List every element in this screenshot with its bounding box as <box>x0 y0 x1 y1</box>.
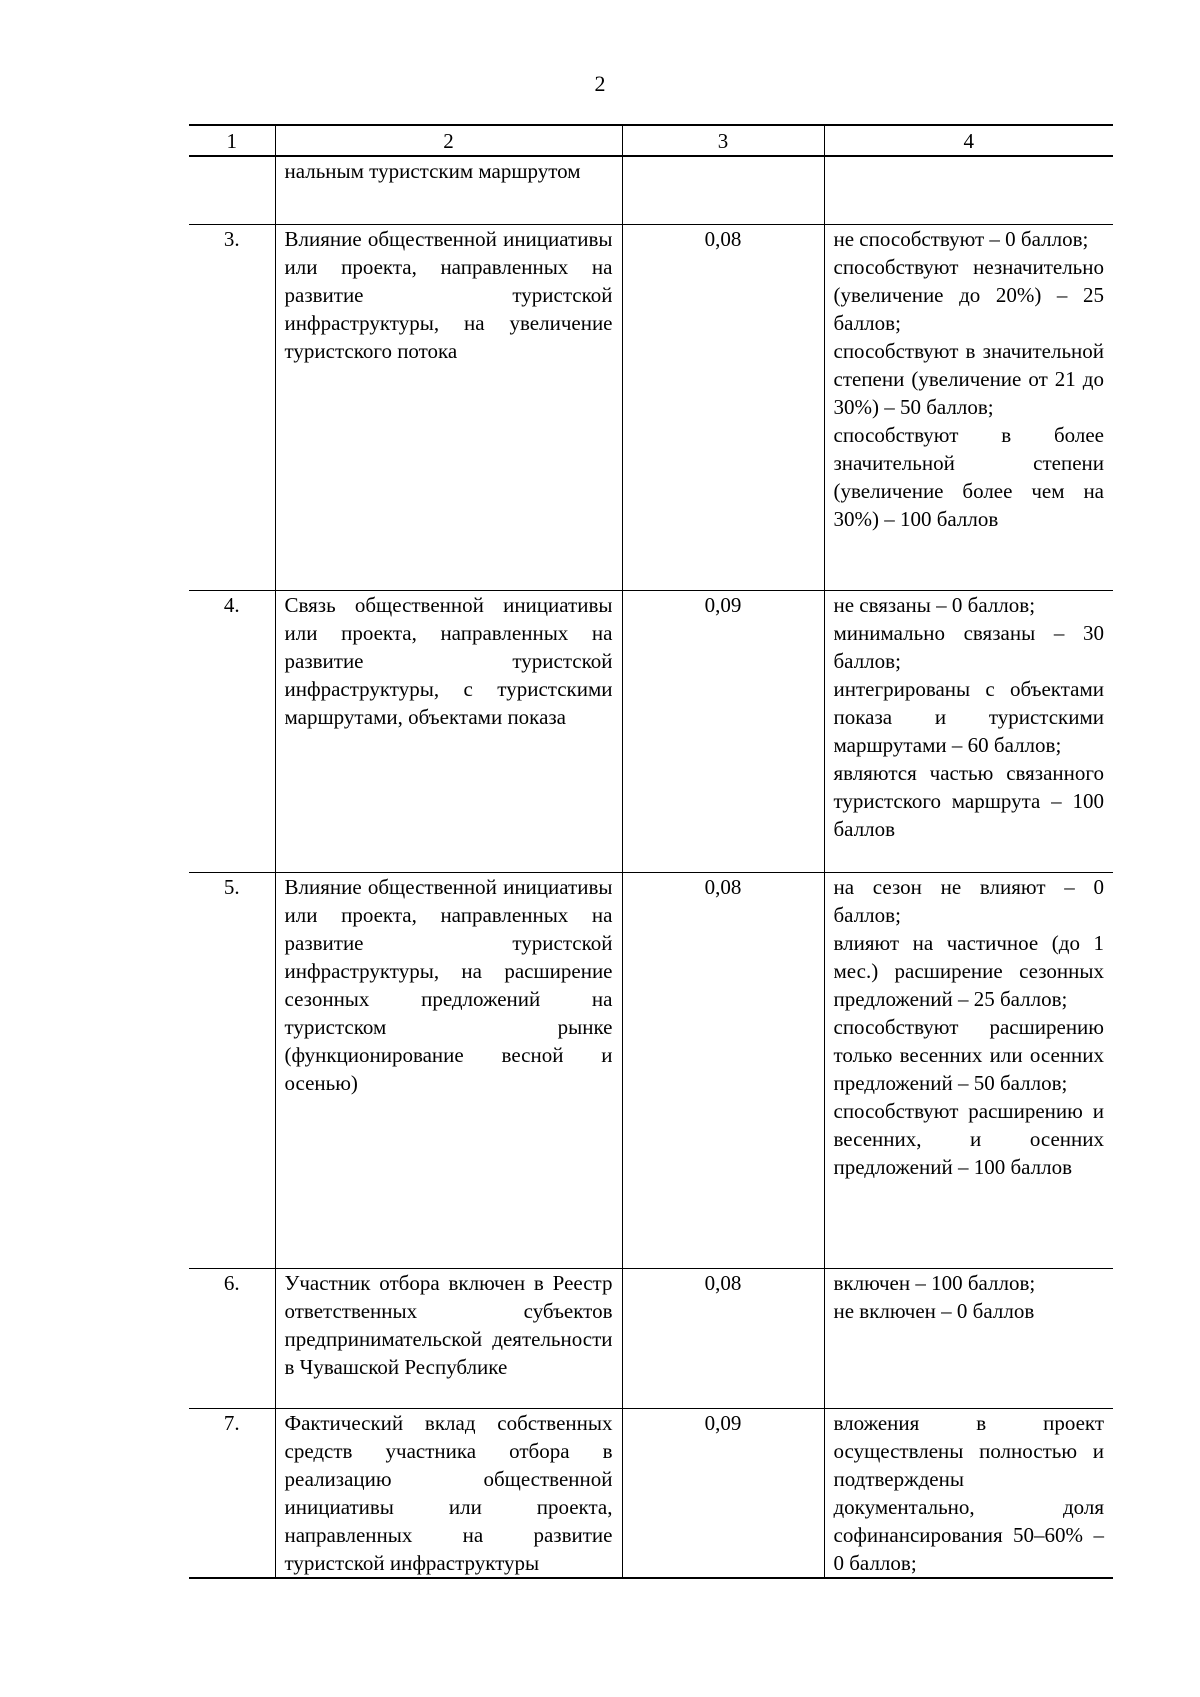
header-col-4: 4 <box>824 125 1113 156</box>
scoring-line: способствуют незначительно (увеличение до 20%) – 25 баллов; <box>833 254 1104 335</box>
scoring-line: включен – 100 баллов; <box>833 1270 1036 1295</box>
weight-cell: 0,09 <box>622 590 824 872</box>
scoring-cell <box>824 590 1113 872</box>
header-row <box>189 125 1113 156</box>
scoring-line: минимально связаны – 30 баллов; <box>833 620 1104 673</box>
row-number: 3. <box>189 224 275 590</box>
header-col-2: 2 <box>275 125 622 156</box>
header-col-1: 1 <box>189 125 275 156</box>
criterion-cell: Участник отбора включен в Реестр ответственных субъектов предпринимательской деятельности в Чувашской Республике <box>275 1268 622 1408</box>
criterion-cell: Фактический вклад собственных средств участника отбора в реализацию общественной инициативы или проекта, направленных на развитие туристской инфраструктуры <box>275 1408 622 1578</box>
table-row <box>189 224 1113 590</box>
criterion-cell: Связь общественной инициативы или проекта, направленных на развитие туристской инфраструктуры, с туристскими маршрутами, объектами показа <box>275 590 622 872</box>
scoring-cell <box>824 1268 1113 1408</box>
table-row <box>189 590 1113 872</box>
weight-cell: 0,08 <box>622 1268 824 1408</box>
table-row <box>189 1408 1113 1578</box>
scoring-line: на сезон не влияют – 0 баллов; <box>833 874 1104 927</box>
scoring-line: влияют на частичное (до 1 мес.) расширение сезонных предложений – 25 баллов; <box>833 930 1104 1011</box>
scoring-line: способствуют в значительной степени (увеличение от 21 до 30%) – 50 баллов; <box>833 338 1104 419</box>
table-header <box>189 125 1113 156</box>
scoring-cell <box>824 156 1113 224</box>
scoring-line: являются частью связанного туристского маршрута – 100 баллов <box>833 760 1104 841</box>
table-row <box>189 872 1113 1268</box>
table-row <box>189 1268 1113 1408</box>
criteria-table <box>189 124 1113 1579</box>
row-number: 5. <box>189 872 275 1268</box>
table-body <box>189 156 1113 1578</box>
weight-cell: 0,08 <box>622 224 824 590</box>
scoring-line: способствуют в более значительной степени (увеличение более чем на 30%) – 100 баллов <box>833 422 1104 531</box>
scoring-cell <box>824 224 1113 590</box>
criterion-cell: Влияние общественной инициативы или проекта, направленных на развитие туристской инфраструктуры, на расширение сезонных предложений на туристском рынке (функционирование весной и осенью) <box>275 872 622 1268</box>
row-number <box>189 156 275 224</box>
scoring-line: способствуют расширению только весенних или осенних предложений – 50 баллов; <box>833 1014 1104 1095</box>
scoring-line: интегрированы с объектами показа и туристскими маршрутами – 60 баллов; <box>833 676 1104 757</box>
header-col-3: 3 <box>622 125 824 156</box>
scoring-line: не способствуют – 0 баллов; <box>833 226 1089 251</box>
criterion-cell: Влияние общественной инициативы или проекта, направленных на развитие туристской инфраструктуры, на увеличение туристского потока <box>275 224 622 590</box>
scoring-line: способствуют расширению и весенних, и осенних предложений – 100 баллов <box>833 1098 1104 1179</box>
row-number: 4. <box>189 590 275 872</box>
weight-cell: 0,09 <box>622 1408 824 1578</box>
weight-cell: 0,08 <box>622 872 824 1268</box>
scoring-cell <box>824 872 1113 1268</box>
scoring-cell <box>824 1408 1113 1578</box>
page-number: 2 <box>594 71 606 96</box>
scoring-line: не включен – 0 баллов <box>833 1298 1035 1323</box>
scoring-line: вложения в проект осуществлены полностью и подтверждены документально, доля софинансирования 50–60% – 0 баллов; <box>833 1410 1104 1575</box>
row-number: 6. <box>189 1268 275 1408</box>
weight-cell <box>622 156 824 224</box>
row-number: 7. <box>189 1408 275 1578</box>
table-row <box>189 156 1113 224</box>
scoring-line: не связаны – 0 баллов; <box>833 592 1036 617</box>
criterion-cell: нальным туристским маршрутом <box>275 156 622 224</box>
